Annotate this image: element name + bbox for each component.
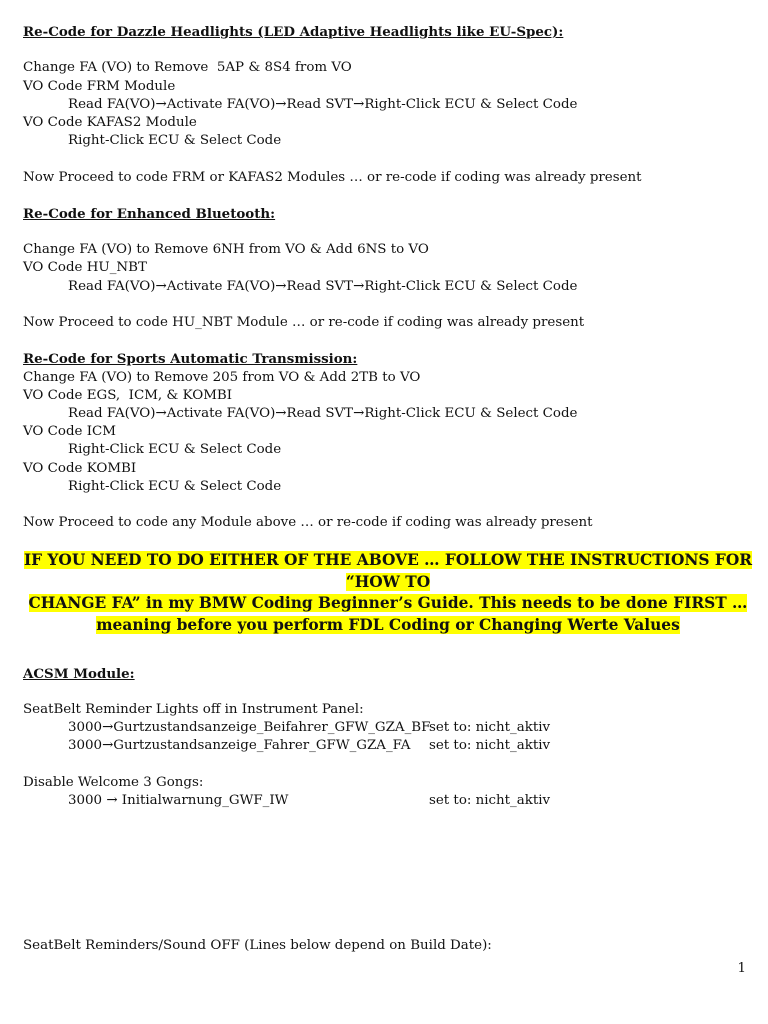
bluetooth-line: Now Proceed to code HU_NBT Module … or re-code if coding was already present bbox=[23, 315, 585, 330]
page-number: 1 bbox=[737, 961, 746, 976]
transmission-line: Read FA(VO)→Activate FA(VO)→Read SVT→Right-Click ECU & Select Code bbox=[68, 405, 578, 421]
setting-row bbox=[23, 719, 753, 737]
bluetooth-line: Change FA (VO) to Remove 6NH from VO & Add 6NS to VO bbox=[23, 242, 429, 258]
setting-code: 3000→Gurtzustandsanzeige_Beifahrer_GFW_GZA_BF bbox=[68, 720, 431, 736]
notice-line: CHANGE FA” in my BMW Coding Beginner’s Guide. This needs to be done FIRST … bbox=[28, 594, 748, 613]
setting-code: 3000→Gurtzustandsanzeige_Fahrer_GFW_GZA_FA bbox=[68, 738, 411, 754]
setting-value: set to: nicht_aktiv bbox=[429, 792, 551, 808]
dazzle-heading: Re-Code for Dazzle Headlights (LED Adaptive Headlights like EU-Spec): bbox=[23, 24, 564, 40]
dazzle-line: Now Proceed to code FRM or KAFAS2 Modules … or re-code if coding was already present bbox=[23, 169, 642, 185]
dazzle-line: Read FA(VO)→Activate FA(VO)→Read SVT→Right-Click ECU & Select Code bbox=[68, 96, 578, 112]
transmission-line: VO Code ICM bbox=[23, 424, 116, 440]
acsm-heading: ACSM Module: bbox=[23, 665, 135, 682]
bluetooth-heading: Re-Code for Enhanced Bluetooth: bbox=[23, 205, 276, 222]
dazzle-line: Change FA (VO) to Remove 5AP & 8S4 from VO bbox=[23, 60, 352, 76]
transmission-line: VO Code KOMBI bbox=[23, 460, 137, 476]
transmission-line: Right-Click ECU & Select Code bbox=[68, 442, 282, 458]
transmission-line: VO Code EGS, ICM, & KOMBI bbox=[23, 387, 233, 403]
bluetooth-line: Read FA(VO)→Activate FA(VO)→Read SVT→Right-Click ECU & Select Code bbox=[68, 278, 578, 294]
setting-row bbox=[23, 792, 753, 810]
document-body bbox=[23, 23, 753, 955]
highlighted-notice bbox=[23, 550, 753, 636]
seatbelt-title: SeatBelt Reminder Lights off in Instrument Panel: bbox=[23, 702, 364, 717]
transmission-line: Change FA (VO) to Remove 205 from VO & Add 2TB to VO bbox=[23, 369, 421, 385]
setting-code: 3000 → Initialwarnung_GWF_IW bbox=[68, 792, 289, 808]
dazzle-line: VO Code FRM Module bbox=[23, 78, 176, 94]
setting-row bbox=[23, 737, 753, 755]
notice-line: meaning before you perform FDL Coding or Changing Werte Values bbox=[96, 616, 680, 635]
gongs-title: Disable Welcome 3 Gongs: bbox=[23, 774, 204, 790]
transmission-heading: Re-Code for Sports Automatic Transmission: bbox=[23, 351, 358, 368]
transmission-line: Now Proceed to code any Module above … or re-code if coding was already present bbox=[23, 515, 593, 531]
dazzle-line: Right-Click ECU & Select Code bbox=[68, 133, 282, 149]
bluetooth-line: VO Code HU_NBT bbox=[23, 260, 147, 276]
transmission-line: Right-Click ECU & Select Code bbox=[68, 478, 282, 494]
notice-line: IF YOU NEED TO DO EITHER OF THE ABOVE … FOLLOW THE INSTRUCTIONS FOR “HOW TO bbox=[23, 551, 753, 591]
setting-value: set to: nicht_aktiv bbox=[429, 720, 551, 736]
setting-value: set to: nicht_aktiv bbox=[429, 738, 551, 754]
sound-off-title: SeatBelt Reminders/Sound OFF (Lines below depend on Build Date): bbox=[23, 938, 492, 954]
dazzle-line: VO Code KAFAS2 Module bbox=[23, 114, 197, 130]
